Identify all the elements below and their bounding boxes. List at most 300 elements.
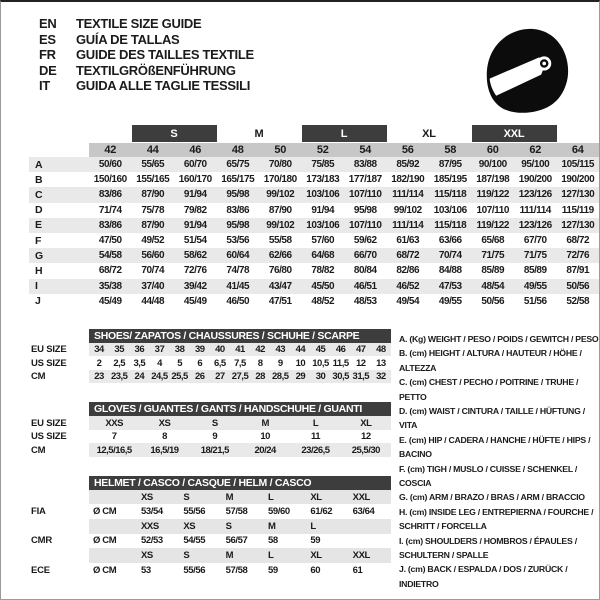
diameter-unit: Ø CM — [93, 535, 117, 547]
size-value: 3,5 — [133, 357, 146, 369]
measurement-value: 45/49 — [98, 295, 122, 307]
size-value: 12 — [356, 357, 366, 369]
measurement-value: 87/90 — [141, 189, 165, 201]
page-header — [1, 2, 599, 125]
row-values — [89, 443, 391, 457]
table-row — [29, 279, 599, 294]
size-number-cells — [89, 143, 599, 157]
size-value: 28,5 — [272, 371, 289, 383]
measurement-value: 115/118 — [434, 219, 467, 231]
helmet-size-label: S — [179, 490, 221, 505]
helmet-size-label: XL — [306, 490, 348, 505]
size-group-header-row — [29, 125, 599, 142]
measurement-value: 95/100 — [521, 159, 550, 171]
measurement-value: 68/72 — [566, 235, 590, 247]
size-value: 2,5 — [113, 357, 126, 369]
size-value: 29 — [295, 371, 306, 383]
gloves-table — [29, 402, 391, 457]
measurement-value: 60/64 — [226, 250, 250, 262]
helmet-size-label: S — [179, 548, 221, 563]
measurement-value: 119/122 — [476, 189, 509, 201]
measurement-value: 111/114 — [519, 204, 551, 216]
row-letter: B — [35, 173, 43, 186]
measurement-value: 56/60 — [141, 250, 165, 262]
size-group-label: XL — [422, 127, 436, 140]
guide-title: GUIDE DES TAILLES TEXTILE — [76, 47, 254, 63]
size-value: 11,5 — [332, 357, 349, 369]
size-value: 42 — [255, 344, 265, 356]
size-value: 25,5 — [171, 371, 188, 383]
measurement-value: 65/68 — [481, 235, 505, 247]
measurement-value: 84/88 — [438, 265, 462, 277]
size-value: 6 — [197, 357, 203, 369]
measurement-value: 190/200 — [518, 174, 552, 186]
measurement-value: 45/49 — [183, 295, 207, 307]
table-row — [29, 370, 391, 384]
measurement-value: 55/58 — [268, 235, 292, 247]
measurement-value: 50/60 — [98, 159, 122, 171]
helmet-size-label: XXS — [137, 519, 179, 534]
size-value: 24,5 — [151, 371, 168, 383]
measurement-value: 53/56 — [226, 235, 250, 247]
helmet-size-label: M — [222, 548, 264, 563]
measurement-value: 87/90 — [268, 204, 292, 216]
legend-item: F. (cm) TIGH / MUSLO / CUISSE / SCHENKEL / COSCIA — [399, 463, 578, 488]
measurement-value: 70/74 — [438, 250, 462, 262]
measurement-value: 50/56 — [566, 280, 590, 292]
measurement-value: 95/98 — [226, 189, 250, 201]
measurement-value: 103/106 — [306, 189, 340, 201]
size-number: 54 — [344, 143, 387, 157]
language-code: DE — [39, 62, 57, 78]
helmet-size-value: 53/54 — [141, 506, 163, 518]
legend-item: B. (cm) HEIGHT / ALTURA / HAUTEUR / HÖHE / ALTEZZA — [399, 348, 582, 373]
textile-size-table — [29, 125, 599, 309]
helmet-table — [29, 476, 391, 578]
table-row — [29, 248, 599, 263]
row-label: CM — [31, 371, 46, 383]
size-value: 26 — [194, 371, 205, 383]
measurement-value: 58/62 — [183, 250, 207, 262]
size-value: 35 — [114, 344, 124, 356]
row-label: EU SIZE — [31, 344, 67, 356]
measurement-value: 57/60 — [311, 235, 335, 247]
size-group-label: L — [302, 125, 387, 142]
helmet-size-label: L — [264, 490, 306, 505]
measurement-value: 111/114 — [392, 189, 424, 201]
row-values — [89, 203, 599, 218]
measurement-value: 49/54 — [396, 295, 420, 307]
measurement-value: 123/126 — [518, 219, 552, 231]
language-code: FR — [39, 47, 56, 63]
size-value: 41 — [235, 344, 245, 356]
legend-item: J. (cm) BACK / ESPALDA / DOS / ZURÜCK / INDIETRO — [399, 564, 568, 589]
size-number: 52 — [302, 143, 345, 157]
measurement-value: 48/54 — [481, 280, 505, 292]
standard-name: FIA — [31, 506, 46, 518]
size-value: 38 — [174, 344, 185, 356]
measurement-value: 50/56 — [481, 295, 505, 307]
size-value: 16,5/19 — [150, 444, 179, 456]
size-number-header-row — [29, 143, 599, 157]
shoes-table — [29, 329, 391, 384]
size-number: 46 — [174, 143, 217, 157]
row-values — [89, 187, 599, 202]
measurement-value: 47/53 — [438, 280, 462, 292]
size-value: 23 — [94, 371, 104, 383]
size-value: 32 — [376, 371, 386, 383]
measurement-value: 68/72 — [98, 265, 122, 277]
helmet-size-value: 57/58 — [225, 564, 248, 576]
measurement-value: 48/53 — [353, 295, 377, 307]
measurement-value: 187/198 — [476, 174, 510, 186]
size-value: 8 — [257, 357, 263, 369]
measurement-value: 103/106 — [306, 219, 340, 231]
measurement-value: 87/91 — [566, 265, 590, 277]
measurement-value: 71/75 — [481, 250, 505, 262]
size-value: 36 — [134, 344, 145, 356]
shoes-title-bar: SHOES/ ZAPATOS / CHAUSSURES / SCHUHE / SCARPE — [89, 329, 391, 343]
legend-item: A. (Kg) WEIGHT / PESO / POIDS / GEWITCH / PESO — [399, 333, 599, 344]
size-value: 27 — [215, 371, 225, 383]
measurement-value: 71/74 — [98, 204, 122, 216]
row-letter: J — [35, 295, 41, 308]
measurement-value: 47/51 — [268, 295, 292, 307]
measurement-value: 52/58 — [566, 295, 590, 307]
helmet-size-value: 54/55 — [183, 535, 206, 547]
helmet-size-value: 61/62 — [310, 506, 333, 518]
measurement-value: 99/102 — [266, 219, 295, 231]
measurement-value: 60/70 — [183, 159, 207, 171]
measurement-value: 85/89 — [481, 265, 505, 277]
row-letter: F — [35, 234, 42, 247]
measurement-value: 91/94 — [311, 204, 335, 216]
table-row — [29, 443, 391, 457]
helmet-size-label: XXL — [349, 490, 391, 505]
unit-spacer — [89, 519, 137, 534]
measurement-value: 111/114 — [392, 219, 424, 231]
helmet-size-label: XXL — [349, 548, 391, 563]
row-values — [89, 343, 391, 357]
size-value: 45 — [315, 344, 326, 356]
helmet-size-value: 52/53 — [141, 535, 163, 547]
measurement-value: 127/130 — [561, 219, 595, 231]
row-label: CM — [31, 444, 46, 456]
size-value: 6,5 — [214, 357, 226, 369]
legend-item: G. (cm) ARM / BRAZO / BRAS / ARM / BRACCIO — [399, 492, 585, 503]
measurement-value: 85/89 — [523, 265, 547, 277]
measurement-legend — [399, 329, 599, 591]
size-value: 48 — [376, 344, 386, 356]
measurement-value: 83/86 — [226, 204, 250, 216]
row-letter: I — [35, 280, 38, 293]
measurement-value: 72/76 — [566, 250, 590, 262]
row-letter: D — [35, 204, 43, 217]
size-value: 7,5 — [234, 357, 246, 369]
size-value: 9 — [212, 431, 218, 443]
measurement-value: 80/84 — [353, 265, 377, 277]
guide-title: TEXTILGRÖßENFÜHRUNG — [76, 62, 236, 78]
helmet-title-bar: HELMET / CASCO / CASQUE / HELM / CASCO — [89, 476, 391, 490]
helmet-size-header-row — [29, 519, 391, 534]
size-value: 30 — [315, 371, 326, 383]
unit-spacer — [89, 548, 137, 563]
size-value: 27,5 — [231, 371, 249, 383]
helmet-size-value: 53 — [141, 564, 151, 576]
table-row — [29, 172, 599, 187]
helmet-size-label — [349, 519, 391, 534]
measurement-value: 51/56 — [523, 295, 547, 307]
size-value: 10 — [295, 357, 306, 369]
measurement-value: 155/165 — [136, 174, 170, 186]
diameter-unit: Ø CM — [93, 564, 117, 576]
helmet-size-header-row — [29, 490, 391, 505]
size-value: S — [211, 417, 218, 429]
size-value: XL — [360, 417, 372, 429]
size-number: 42 — [89, 143, 132, 157]
measurement-value: 190/200 — [561, 174, 595, 186]
size-number-spacer — [29, 143, 89, 157]
helmet-size-label: M — [222, 490, 264, 505]
measurement-value: 37/40 — [141, 280, 165, 292]
row-values — [89, 218, 599, 233]
size-value: 4 — [157, 357, 162, 369]
size-number: 44 — [132, 143, 175, 157]
size-number: 58 — [429, 143, 472, 157]
row-letter: A — [35, 158, 43, 171]
table-row — [29, 233, 599, 248]
legend-item: H. (cm) INSIDE LEG / ENTREPIERNA / FOURCHE / SCHRITT / FORCELLA — [399, 506, 594, 532]
measurement-value: 41/45 — [226, 280, 250, 292]
unit-spacer — [89, 490, 137, 505]
measurement-value: 46/50 — [226, 295, 250, 307]
size-value: 2 — [96, 357, 102, 369]
row-label: US SIZE — [31, 431, 67, 443]
measurement-value: 83/88 — [353, 159, 377, 171]
helmet-value-row — [29, 563, 391, 578]
measurement-value: 90/100 — [478, 159, 507, 171]
size-group-label: S — [132, 125, 217, 142]
size-value: 10,5 — [312, 357, 329, 369]
measurement-value: 65/75 — [226, 159, 250, 171]
shoes-rows — [29, 343, 391, 384]
helmet-size-value: 57/58 — [225, 506, 248, 518]
size-group-spacer — [89, 125, 132, 142]
measurement-value: 55/65 — [141, 159, 165, 171]
measurement-value: 83/86 — [98, 189, 122, 201]
table-row — [29, 187, 599, 202]
row-values — [89, 294, 599, 309]
measurement-value: 78/82 — [311, 265, 335, 277]
helmet-icon — [473, 20, 577, 116]
size-value: 11 — [310, 431, 321, 443]
row-letter: G — [35, 249, 44, 262]
helmet-size-label: L — [306, 519, 348, 534]
measurement-value: 59/62 — [353, 235, 377, 247]
helmet-size-header-row — [29, 548, 391, 563]
size-value: 44 — [295, 344, 306, 356]
size-value: 10 — [260, 431, 270, 443]
size-group-label: M — [254, 127, 264, 140]
helmet-size-value: 63/64 — [352, 506, 375, 518]
helmet-size-value: 58 — [267, 535, 278, 547]
measurement-value: 91/94 — [183, 189, 207, 201]
measurement-value: 70/74 — [141, 265, 165, 277]
guide-title: GUIDA ALLE TAGLIE TESSILI — [76, 78, 251, 94]
guide-title: TEXTILE SIZE GUIDE — [76, 16, 202, 31]
measurement-value: 43/47 — [268, 280, 292, 292]
table-row — [29, 430, 391, 444]
measurement-value: 35/38 — [98, 280, 122, 292]
measurement-value: 79/82 — [183, 204, 207, 216]
size-number: 56 — [387, 143, 430, 157]
gloves-rows — [29, 416, 391, 457]
measurement-value: 63/66 — [438, 235, 462, 247]
standard-name: CMR — [31, 535, 53, 547]
table-row — [29, 294, 599, 309]
size-number: 60 — [472, 143, 515, 157]
size-value: 23/26,5 — [301, 444, 330, 456]
size-value: 12 — [361, 431, 371, 443]
gloves-title-bar: GLOVES / GUANTES / GANTS / HANDSCHUHE / GUANTI — [89, 402, 391, 416]
bottom-section — [1, 329, 599, 591]
measurement-value: 87/95 — [438, 159, 462, 171]
helmet-size-value: 55/56 — [183, 506, 206, 518]
row-values — [89, 233, 599, 248]
diameter-unit: Ø CM — [93, 506, 117, 518]
size-group-label: XXL — [472, 125, 557, 142]
measurement-value: 51/54 — [183, 235, 207, 247]
measurement-value: 82/86 — [396, 265, 420, 277]
legend-item: C. (cm) CHEST / PECHO / POITRINE / TRUHE / PETTO — [399, 377, 579, 402]
size-value: 40 — [215, 344, 225, 356]
table-row — [29, 157, 599, 172]
size-number: 48 — [217, 143, 260, 157]
size-value: M — [261, 417, 269, 429]
measurement-value: 150/160 — [93, 174, 127, 186]
measurement-value: 107/110 — [349, 189, 382, 201]
size-value: 47 — [356, 344, 366, 356]
measurement-value: 115/119 — [561, 204, 594, 216]
legend-item: D. (cm) WAIST / CINTURA / TAILLE / HÜFTUNG / VITA — [399, 405, 585, 431]
measurement-value: 39/42 — [183, 280, 207, 292]
measurement-value: 107/110 — [476, 204, 509, 216]
measurement-value: 46/52 — [396, 280, 420, 292]
row-values — [89, 370, 391, 384]
helmet-size-value: 59 — [310, 535, 321, 547]
measurement-value: 44/48 — [141, 295, 165, 307]
size-value: 31,5 — [352, 371, 370, 383]
measurement-value: 68/72 — [396, 250, 420, 262]
measurement-value: 75/78 — [141, 204, 165, 216]
size-value: 37 — [154, 344, 165, 356]
measurement-value: 115/118 — [434, 189, 467, 201]
row-letter: C — [35, 188, 43, 201]
measurement-value: 123/126 — [518, 189, 552, 201]
measurement-value: 83/86 — [98, 219, 122, 231]
measurement-value: 46/51 — [353, 280, 377, 292]
measurement-value: 49/55 — [523, 280, 547, 292]
helmet-size-value: 60 — [310, 564, 321, 576]
size-value: 8 — [162, 431, 167, 443]
row-values — [89, 263, 599, 278]
size-value: 18/21,5 — [200, 444, 229, 456]
measurement-value: 49/55 — [438, 295, 462, 307]
measurement-value: 165/175 — [221, 174, 255, 186]
measurement-value: 127/130 — [561, 189, 595, 201]
helmet-size-label: XS — [179, 519, 221, 534]
size-value: 12,5/16,5 — [96, 444, 132, 456]
measurement-value: 67/70 — [523, 235, 547, 247]
measurement-value: 71/75 — [523, 250, 547, 262]
helmet-size-label: XL — [306, 548, 348, 563]
measurement-value: 99/102 — [266, 189, 295, 201]
legend-item: E. (cm) HIP / CADERA / HANCHE / HÜFTE / HIPS / BACINO — [399, 434, 591, 460]
size-value: 9 — [277, 357, 283, 369]
measurement-value: 95/98 — [353, 204, 377, 216]
helmet-size-label: L — [264, 548, 306, 563]
measurement-value: 85/92 — [396, 159, 420, 171]
helmet-size-label: M — [264, 519, 306, 534]
size-number: 62 — [514, 143, 557, 157]
measurement-value: 160/170 — [178, 174, 212, 186]
size-value: XS — [158, 417, 171, 429]
guide-title: GUÍA DE TALLAS — [76, 31, 180, 47]
helmet-size-label: S — [222, 519, 264, 534]
size-value: 46 — [335, 344, 346, 356]
helmet-size-value: 55/56 — [183, 564, 206, 576]
measurement-value: 72/76 — [183, 265, 207, 277]
row-letter: E — [35, 219, 43, 232]
measurement-value: 119/122 — [476, 219, 509, 231]
measurement-value: 170/180 — [263, 174, 297, 186]
measurement-rows — [29, 157, 599, 309]
row-letter: H — [35, 264, 43, 277]
table-row — [29, 203, 599, 218]
size-value: 13 — [376, 357, 386, 369]
measurement-value: 99/102 — [393, 204, 422, 216]
table-row — [29, 356, 391, 370]
language-code: IT — [39, 78, 50, 94]
measurement-value: 54/58 — [98, 250, 122, 262]
size-value: 39 — [194, 344, 205, 356]
size-value: 28 — [255, 371, 265, 383]
helmet-size-value: 61 — [352, 564, 363, 576]
size-value: L — [312, 417, 319, 429]
size-group-header-spacer — [29, 125, 89, 142]
row-values — [89, 157, 599, 172]
measurement-value: 95/98 — [226, 219, 250, 231]
size-value: 5 — [177, 357, 182, 369]
size-value: 20/24 — [254, 444, 276, 456]
size-group-cells — [89, 125, 599, 142]
helmet-size-label: XS — [137, 490, 179, 505]
helmet-value-row — [29, 504, 391, 519]
helmet-size-value: 56/57 — [225, 535, 248, 547]
accessory-tables — [29, 329, 391, 591]
size-value: 43 — [275, 344, 286, 356]
measurement-value: 177/187 — [348, 174, 382, 186]
measurement-value: 66/70 — [353, 250, 377, 262]
row-label: EU SIZE — [31, 417, 67, 429]
size-value: 23,5 — [110, 371, 128, 383]
language-code: ES — [39, 31, 56, 47]
measurement-value: 70/80 — [268, 159, 292, 171]
language-code: EN — [39, 16, 57, 31]
table-row — [29, 263, 599, 278]
size-value: XXS — [105, 417, 123, 429]
size-value: 25,5/30 — [351, 444, 380, 456]
